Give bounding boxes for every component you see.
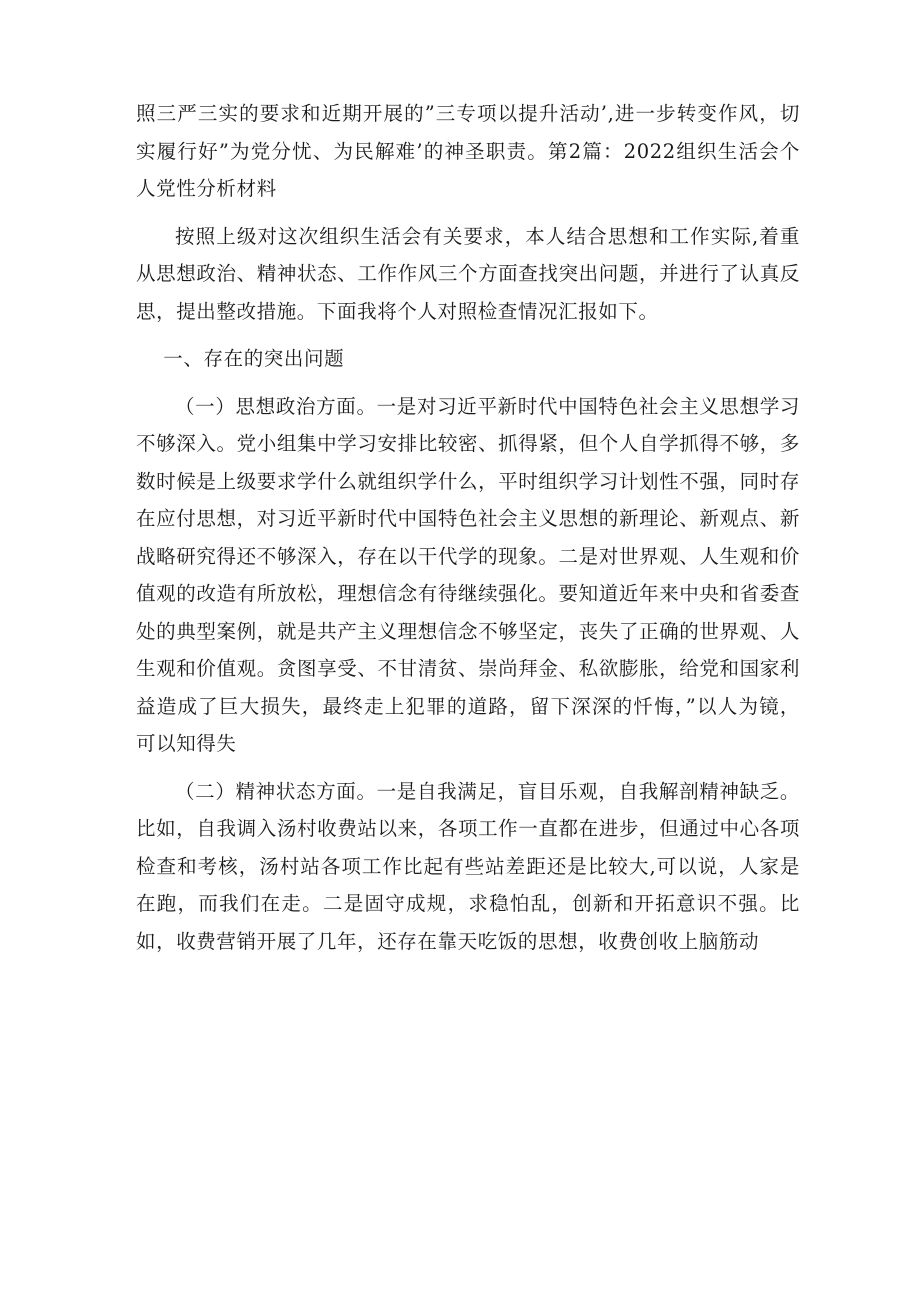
paragraph-gap	[136, 208, 800, 218]
paragraph-continuation: 照三严三实的要求和近期开展的”三专项以提升活动’,进一步转变作风，切实履行好”为党分忧、为民解难’的神圣职责。第2篇：2022组织生活会个人党性分析材料	[136, 102, 800, 200]
section-heading: 一、存在的突出问题	[163, 347, 345, 370]
paragraph-gap	[136, 330, 800, 340]
paragraph-gap	[136, 763, 800, 773]
paragraph-political: （一）思想政治方面。一是对习近平新时代中国特色社会主义思想学习不够深入。党小组集中学习安排比较密、抓得紧，但个人自学抓得不够，多数时候是上级要求学什么就组织学什么，平时组织学习计划性不强，同时存在应付思想，对习近平新时代中国特色社会主义思想的新理论、新观点、新战略研究得还不够深入，存在以干代学的现象。二是对世界观、人生观和价值观的改造有所放松，理想信念有待继续强化。要知道近年来中央和省委查处的典型案例，就是共产主义理想信念不够坚定，丧失了正确的世界观、人生观和价值观。贪图享受、不甘清贫、崇尚拜金、私欲膨胀，给党和国家利益造成了巨大损失，最终走上犯罪的道路，留下深深的忏悔，”以人为镜，可以知得失	[136, 394, 800, 755]
paragraph-intro: 按照上级对这次组织生活会有关要求，本人结合思想和工作实际,着重从思想政治、精神状态、工作作风三个方面查找突出问题，并进行了认真反思，提出整改措施。下面我将个人对照检查情况汇报如下。	[136, 224, 800, 323]
document-body	[136, 95, 800, 960]
paragraph-gap	[136, 378, 800, 388]
paragraph-spirit: （二）精神状态方面。一是自我满足，盲目乐观，自我解剖精神缺乏。比如，自我调入汤村收费站以来，各项工作一直都在进步，但通过中心各项检查和考核，汤村站各项工作比起有些站差距还是比较大,可以说，人家是在跑，而我们在走。二是固守成规，求稳怕乱，创新和开拓意识不强。比如，收费营销开展了几年，还存在靠天吃饭的思想，收费创收上脑筋动	[136, 779, 800, 953]
